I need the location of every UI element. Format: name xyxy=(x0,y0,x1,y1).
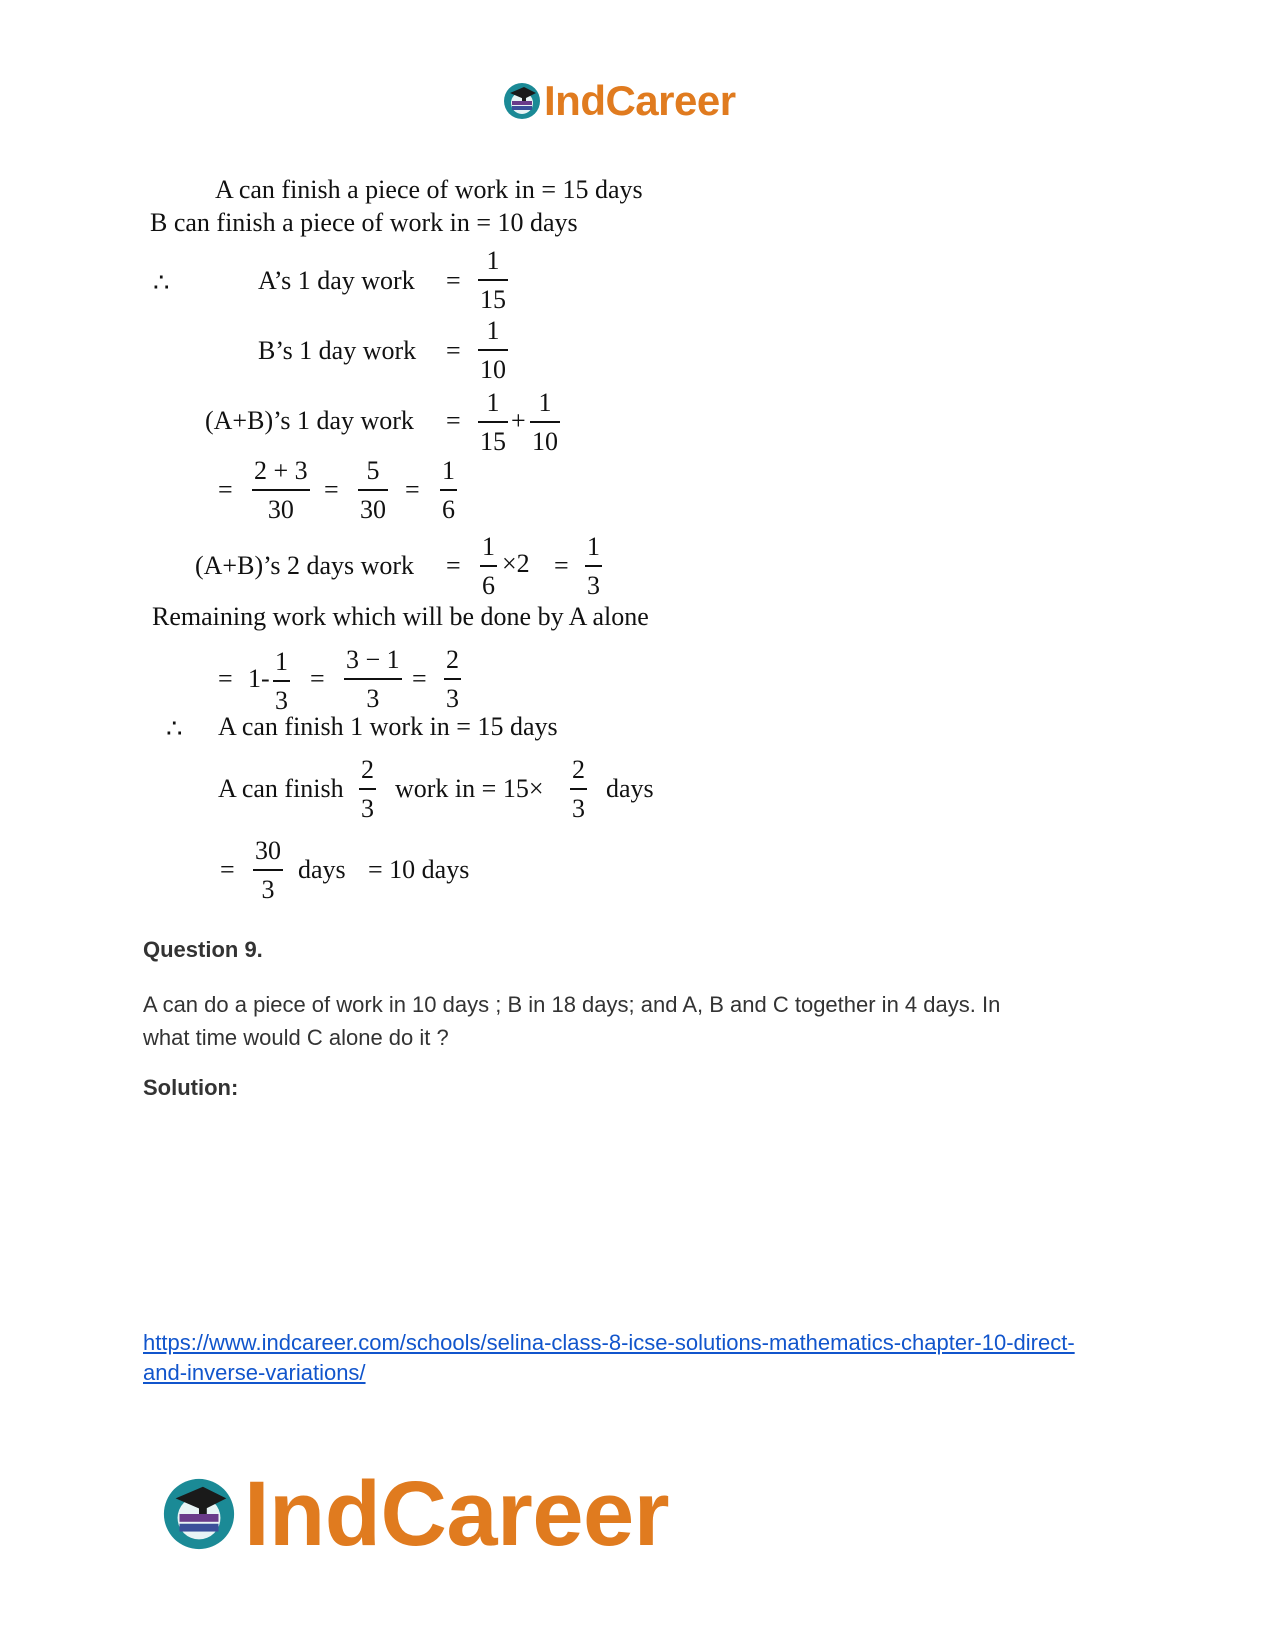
equals-sign: = xyxy=(446,266,461,295)
math-remaining-work: Remaining work which will be done by A alone xyxy=(152,602,649,631)
denominator: 3 xyxy=(275,686,288,715)
denominator: 6 xyxy=(482,571,495,600)
denominator: 10 xyxy=(480,355,506,384)
denominator: 3 xyxy=(361,794,374,823)
fraction-1-6 xyxy=(440,458,457,523)
fraction-1-3 xyxy=(273,649,290,714)
logo-text: IndCareer xyxy=(244,1463,669,1565)
equals-sign: = xyxy=(218,475,233,504)
math-b-day-work: B’s 1 day work xyxy=(258,336,417,365)
numerator: 1 xyxy=(486,246,500,275)
math-work-in: work in = 15× xyxy=(395,774,544,803)
therefore-symbol: ∴ xyxy=(153,268,170,297)
plus-sign: + xyxy=(511,406,526,435)
fraction-30-3 xyxy=(253,838,283,903)
fraction-1-6 xyxy=(480,534,497,599)
denominator: 3 xyxy=(446,684,459,713)
logo-text: IndCareer xyxy=(544,77,736,124)
fraction-2-3 xyxy=(359,757,376,822)
equals-sign: = xyxy=(405,475,420,504)
denominator: 10 xyxy=(532,427,558,456)
equals-sign: = xyxy=(324,475,339,504)
fraction-1-15 xyxy=(478,390,508,455)
fraction-5-30 xyxy=(358,458,388,523)
times-two: ×2 xyxy=(502,549,530,578)
equals-sign: = xyxy=(446,551,461,580)
fraction-3minus1-3 xyxy=(344,647,402,712)
equals-sign: = xyxy=(218,664,233,693)
indcareer-logo-bottom xyxy=(160,1463,669,1565)
solution-label: Solution: xyxy=(143,1075,239,1100)
denominator: 3 xyxy=(366,684,380,713)
fraction-1-10 xyxy=(478,318,508,383)
indcareer-logo-top xyxy=(502,77,736,124)
equals-sign: = xyxy=(310,664,325,693)
fraction-2plus3-30 xyxy=(252,458,310,523)
math-days: days xyxy=(298,855,346,884)
source-url-link[interactable]: https://www.indcareer.com/schools/selina-class-8-icse-solutions-mathematics-chapter-10-direct-and-inverse-variations/ xyxy=(143,1330,1075,1385)
equals-sign: = xyxy=(446,406,461,435)
math-ab-2days-work: (A+B)’s 2 days work xyxy=(195,551,415,580)
math-a-one-work: A can finish 1 work in = 15 days xyxy=(218,712,558,741)
numerator: 2 xyxy=(446,645,459,674)
numerator: 1 xyxy=(486,388,500,417)
numerator: 2 + 3 xyxy=(254,456,308,485)
denominator: 3 xyxy=(572,794,585,823)
numerator: 30 xyxy=(255,836,281,865)
numerator: 1 xyxy=(538,388,552,417)
denominator: 3 xyxy=(587,571,600,600)
fraction-2-3 xyxy=(570,757,587,822)
math-a-can-finish: A can finish xyxy=(218,774,344,803)
equals-sign: = xyxy=(412,664,427,693)
numerator: 2 xyxy=(572,755,585,784)
numerator: 1 xyxy=(587,532,600,561)
math-line-b-days: B can finish a piece of work in = 10 days xyxy=(150,208,578,237)
equals-sign: = xyxy=(554,551,569,580)
denominator: 15 xyxy=(480,285,506,314)
fraction-1-3 xyxy=(585,534,602,599)
therefore-symbol: ∴ xyxy=(166,714,183,743)
numerator: 5 xyxy=(366,456,380,485)
equals-sign: = xyxy=(446,336,461,365)
equals-sign: = xyxy=(220,855,235,884)
numerator: 1 xyxy=(275,647,288,676)
math-line-a-days: A can finish a piece of work in = 15 days xyxy=(215,175,643,204)
numerator: 3 − 1 xyxy=(346,645,400,674)
denominator: 3 xyxy=(261,875,275,904)
question-heading: Question 9. xyxy=(143,937,263,962)
denominator: 6 xyxy=(442,495,455,524)
denominator: 30 xyxy=(360,495,386,524)
math-ten-days: = 10 days xyxy=(368,855,470,884)
graduation-cap-book-icon xyxy=(502,81,542,121)
numerator: 2 xyxy=(361,755,374,784)
math-ab-day-work: (A+B)’s 1 day work xyxy=(205,406,414,435)
math-days: days xyxy=(606,774,654,803)
numerator: 1 xyxy=(442,456,455,485)
question-text: A can do a piece of work in 10 days ; B in 18 days; and A, B and C together in 4 days. In what time would C alone do it ? xyxy=(143,992,1001,1050)
numerator: 1 xyxy=(482,532,495,561)
one-minus: 1- xyxy=(248,664,270,693)
graduation-cap-book-icon xyxy=(160,1475,238,1553)
math-a-day-work: A’s 1 day work xyxy=(258,266,415,295)
denominator: 15 xyxy=(480,427,506,456)
denominator: 30 xyxy=(267,495,294,524)
fraction-1-10 xyxy=(530,390,560,455)
fraction-2-3 xyxy=(444,647,461,712)
numerator: 1 xyxy=(486,316,500,345)
fraction-1-15 xyxy=(478,248,508,313)
